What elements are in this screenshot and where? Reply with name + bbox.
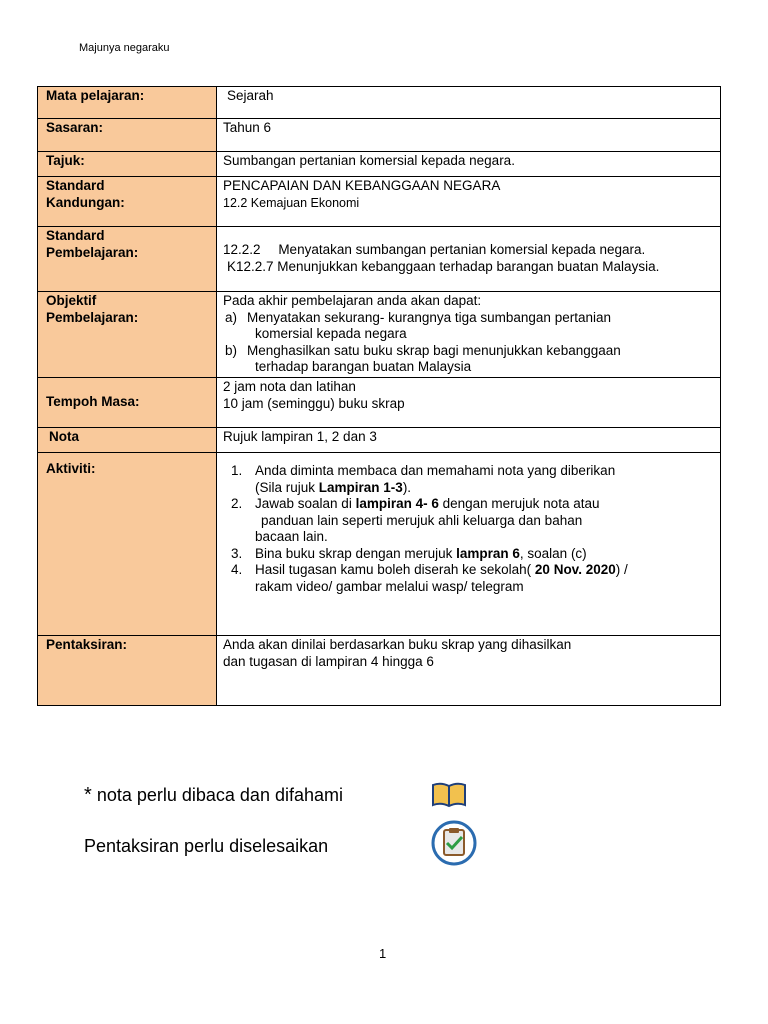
row-tempoh-masa bbox=[38, 378, 721, 428]
objektif-list bbox=[223, 310, 720, 376]
row-standard-kandungan bbox=[38, 177, 721, 227]
standard-kandungan-title: PENCAPAIAN DAN KEBANGGAAN NEGARA bbox=[223, 178, 501, 193]
page-number: 1 bbox=[379, 946, 387, 961]
legend-nota bbox=[84, 784, 343, 807]
label-mata-pelajaran: Mata pelajaran: bbox=[38, 87, 217, 119]
value-tajuk: Sumbangan pertanian komersial kepada negara. bbox=[217, 152, 721, 177]
list-item: 1. Anda diminta membaca dan memahami nota yang diberikan (Sila rujuk Lampiran 1-3). bbox=[231, 463, 616, 495]
list-item: 3. Bina buku skrap dengan merujuk lampran 6, soalan (c) bbox=[231, 545, 587, 561]
lesson-plan-table bbox=[37, 86, 721, 706]
label-standard: Standard bbox=[46, 178, 105, 193]
standard-item-1: Menyatakan sumbangan pertanian komersial kepada negara. bbox=[278, 242, 646, 257]
label-tempoh-masa: Tempoh Masa: bbox=[38, 378, 217, 428]
label-nota: Nota bbox=[49, 429, 79, 444]
label-standard: Standard bbox=[46, 228, 105, 243]
label-pembelajaran: Pembelajaran: bbox=[46, 309, 139, 325]
clipboard-check-icon bbox=[430, 820, 478, 871]
aktiviti-list bbox=[223, 463, 720, 595]
standard-kandungan-subtitle: 12.2 Kemajuan Ekonomi bbox=[223, 195, 360, 210]
value-mata-pelajaran: Sejarah bbox=[227, 88, 274, 103]
list-item: 2. Jawab soalan di lampiran 4- 6 dengan merujuk nota atau panduan lain seperti merujuk ahli keluarga dan bahan bacaan lain. bbox=[231, 496, 600, 544]
page-header: Majunya negaraku bbox=[79, 42, 170, 54]
list-item: 4. Hasil tugasan kamu boleh diserah ke sekolah( 20 Nov. 2020) / rakam video/ gambar melalui wasp/ telegram bbox=[231, 562, 628, 594]
list-item: b) Menghasilkan satu buku skrap bagi menunjukkan kebanggaan terhadap barangan buatan Malaysia bbox=[225, 342, 621, 374]
row-pentaksiran bbox=[38, 636, 721, 706]
label-pentaksiran: Pentaksiran: bbox=[38, 636, 217, 706]
value-sasaran: Tahun 6 bbox=[217, 119, 721, 152]
row-objektif bbox=[38, 292, 721, 378]
value-nota: Rujuk lampiran 1, 2 dan 3 bbox=[217, 428, 721, 453]
label-tajuk: Tajuk: bbox=[38, 152, 217, 177]
row-nota bbox=[38, 428, 721, 453]
row-sasaran bbox=[38, 119, 721, 152]
list-item: a) Menyatakan sekurang- kurangnya tiga sumbangan pertanian komersial kepada negara bbox=[225, 309, 611, 341]
pentaksiran-line-2: dan tugasan di lampiran 4 hingga 6 bbox=[223, 653, 434, 669]
label-kandungan: Kandungan: bbox=[46, 194, 125, 210]
tempoh-line-2: 10 jam (seminggu) buku skrap bbox=[223, 395, 405, 411]
legend-nota-text: nota perlu dibaca dan difahami bbox=[96, 785, 343, 805]
standard-code: 12.2.2 bbox=[223, 242, 261, 257]
asterisk: * bbox=[84, 784, 92, 806]
legend-pentaksiran bbox=[84, 836, 328, 857]
label-sasaran: Sasaran: bbox=[38, 119, 217, 152]
book-icon bbox=[431, 782, 467, 813]
row-mata-pelajaran bbox=[38, 87, 721, 119]
legend-pentaksiran-text: Pentaksiran perlu diselesaikan bbox=[84, 836, 329, 856]
row-aktiviti bbox=[38, 453, 721, 636]
row-standard-pembelajaran bbox=[38, 227, 721, 292]
standard-item-2: K12.2.7 Menunjukkan kebanggaan terhadap barangan buatan Malaysia. bbox=[227, 258, 660, 274]
row-tajuk bbox=[38, 152, 721, 177]
label-pembelajaran: Pembelajaran: bbox=[46, 244, 139, 260]
pentaksiran-line-1: Anda akan dinilai berdasarkan buku skrap yang dihasilkan bbox=[223, 637, 572, 652]
label-aktiviti: Aktiviti: bbox=[38, 453, 217, 636]
objektif-intro: Pada akhir pembelajaran anda akan dapat: bbox=[223, 293, 482, 308]
label-objektif: Objektif bbox=[46, 293, 97, 308]
tempoh-line-1: 2 jam nota dan latihan bbox=[223, 379, 356, 394]
